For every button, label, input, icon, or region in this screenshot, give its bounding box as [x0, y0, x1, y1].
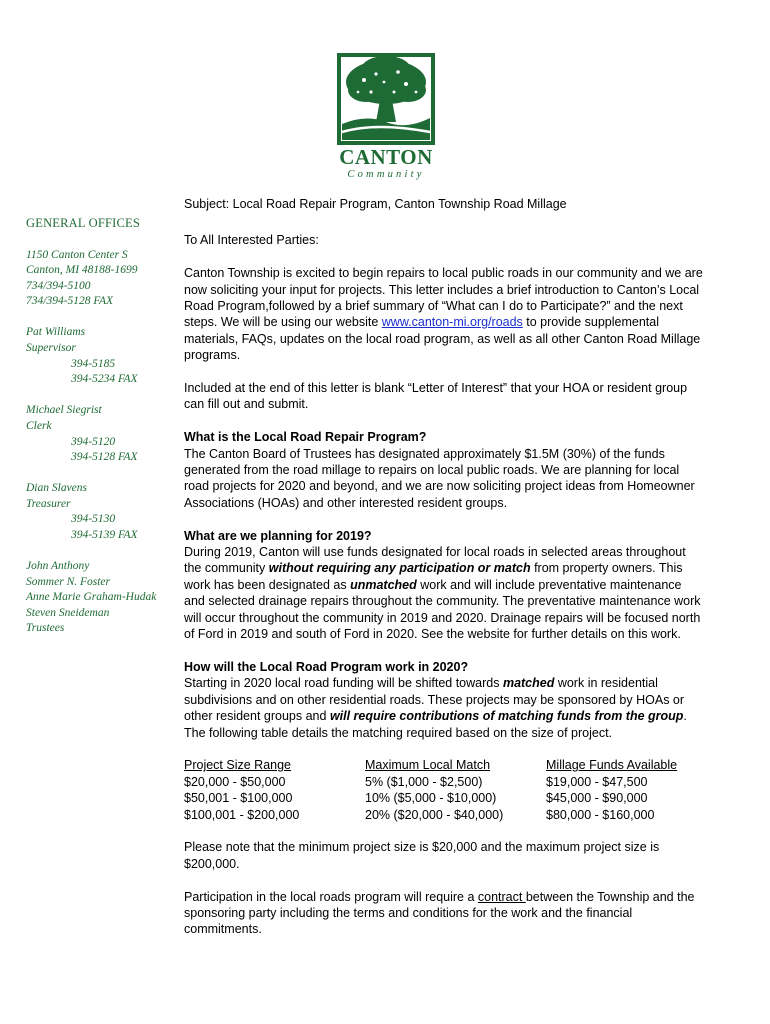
official-supervisor	[26, 325, 178, 387]
table-header: Project Size Range	[184, 758, 292, 773]
section-text: During 2019, Canton will use funds designated for local roads in selected areas throughout the community	[184, 545, 686, 576]
emphasis-text: matched	[502, 676, 555, 691]
trustee-name: Sommer N. Foster	[26, 575, 111, 588]
participation-text-cont: between the Township and the sponsoring party including the terms and conditions for the work and the financial commitments.	[184, 889, 695, 937]
logo-name: CANTON	[339, 145, 433, 169]
official-name: Michael Siegrist	[26, 404, 102, 417]
table-cell: $80,000 - $160,000	[546, 807, 655, 822]
address-line: 734/394-5128 FAX	[26, 295, 113, 308]
official-fax: 394-5234 FAX	[71, 373, 138, 386]
official-phone: 394-5130	[71, 513, 116, 526]
participation-paragraph	[184, 889, 704, 938]
table-cell: 10% ($5,000 - $10,000)	[365, 791, 497, 806]
table-cell: $100,001 - $200,000	[184, 807, 300, 822]
address-line: 1150 Canton Center S	[26, 248, 128, 261]
trustees-list	[26, 559, 178, 637]
trustees-title: Trustees	[26, 622, 65, 635]
note-paragraph: Please note that the minimum project size is $20,000 and the maximum project size is $200,000.	[184, 840, 660, 871]
official-phone: 394-5120	[71, 435, 116, 448]
participation-text: Participation in the local roads program will require a	[184, 889, 478, 904]
table-cell: 5% ($1,000 - $2,500)	[365, 774, 483, 789]
section-2020	[184, 659, 704, 741]
official-title: Treasurer	[26, 497, 71, 510]
section-text: work in residential subdivisions and on other residential roads. These projects may be sponsored by HOAs or other resident groups and	[184, 676, 685, 724]
letter-salutation: To All Interested Parties:	[184, 233, 319, 248]
section-text: work and will include preventative maintenance and selected drainage repairs throughout the community. The preventative maintenance work will occur throughout the community in 2019 and 2020. Drainage repairs will be focused north of Ford in 2019 and south of Ford in 2020. See the website for further details on this work.	[184, 577, 701, 642]
section-text: The Canton Board of Trustees has designated approximately $1.5M (30%) of the funds generated from the road millage to repairs on local public roads. We are planning for local road projects for 2020 and beyond, and we are now soliciting project ideas from Homeowner Associations (HOAs) and other interested resident groups.	[184, 446, 695, 510]
table-header: Millage Funds Available	[546, 758, 678, 773]
section-text: . The following table details the matching required based on the size of project.	[184, 709, 687, 740]
website-link[interactable]: www.canton-mi.org/roads	[381, 315, 523, 330]
letter-subject: Subject: Local Road Repair Program, Canton Township Road Millage	[184, 197, 567, 211]
intro-paragraph	[184, 265, 704, 363]
sidebar-general-offices	[26, 216, 178, 653]
table-cell: 20% ($20,000 - $40,000)	[365, 807, 504, 822]
matching-table	[184, 757, 704, 823]
contract-text: contract	[477, 889, 526, 904]
sidebar-heading: GENERAL OFFICES	[26, 216, 141, 230]
official-fax: 394-5128 FAX	[71, 451, 138, 464]
letter-body	[184, 196, 704, 954]
trustee-name: Steven Sneideman	[26, 606, 110, 619]
table-header-row	[184, 757, 704, 773]
table-row	[184, 774, 704, 790]
official-name: Pat Williams	[26, 326, 86, 339]
intro-text-cont: to provide supplemental materials, FAQs, updates on the local road program, as well as all other Canton Road Millage programs.	[184, 315, 701, 363]
trustee-name: John Anthony	[26, 560, 90, 573]
official-name: Dian Slavens	[26, 482, 88, 495]
trustee-name: Anne Marie Graham-Hudak	[26, 591, 157, 604]
office-address	[26, 248, 178, 310]
canton-logo	[336, 52, 436, 184]
section-heading: What is the Local Road Repair Program?	[184, 430, 427, 445]
included-paragraph: Included at the end of this letter is blank “Letter of Interest” that your HOA or resident group can fill out and submit.	[184, 381, 688, 412]
official-treasurer	[26, 481, 178, 543]
oak-tree-logo-icon	[336, 52, 436, 146]
table-row	[184, 807, 704, 823]
official-phone: 394-5185	[71, 357, 116, 370]
official-title: Clerk	[26, 419, 52, 432]
section-program	[184, 429, 704, 511]
official-clerk	[26, 403, 178, 465]
table-cell: $19,000 - $47,500	[546, 774, 648, 789]
table-header: Maximum Local Match	[365, 758, 491, 773]
address-line: 734/394-5100	[26, 279, 91, 292]
emphasis-text: unmatched	[350, 577, 417, 592]
section-heading: What are we planning for 2019?	[184, 528, 372, 543]
section-2019	[184, 528, 704, 643]
intro-text: Canton Township is excited to begin repairs to local public roads in our community and we are now soliciting your input for projects. This letter includes a brief introduction to Canton’s Local Road Program,followed by a brief summary of “What can I do to Participate?” and the next steps. We will be using our website	[184, 266, 703, 330]
section-text: from property owners. This work has been designated as	[184, 561, 683, 592]
section-text: Starting in 2020 local road funding will be shifted towards	[184, 676, 503, 691]
section-heading: How will the Local Road Program work in 2020?	[184, 659, 469, 674]
table-row	[184, 790, 704, 806]
address-line: Canton, MI 48188-1699	[26, 264, 138, 277]
official-fax: 394-5139 FAX	[71, 529, 138, 541]
emphasis-text: will require contributions of matching funds from the group	[329, 709, 684, 724]
table-cell: $45,000 - $90,000	[546, 791, 648, 806]
logo-tagline: Community	[347, 169, 425, 180]
emphasis-text: without requiring any participation or match	[268, 561, 531, 576]
table-cell: $20,000 - $50,000	[184, 774, 286, 789]
official-title: Supervisor	[26, 342, 76, 355]
table-cell: $50,001 - $100,000	[184, 791, 293, 806]
